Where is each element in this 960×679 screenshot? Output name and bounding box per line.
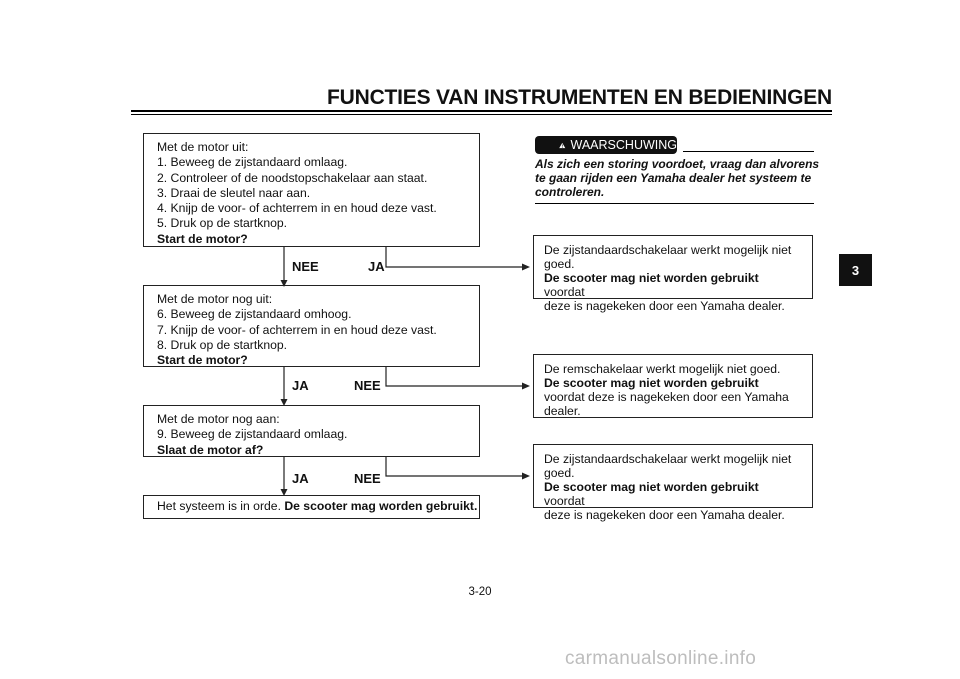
- step-line: 7. Knijp de voor- of achterrem in en houd deze vast.: [157, 322, 437, 337]
- branch-label-down: JA: [292, 378, 309, 393]
- step-line: 1. Beweeg de zijstandaard omlaag.: [157, 155, 348, 170]
- arrow-right-icon: [522, 264, 530, 271]
- result-line: De zijstandaardschakelaar werkt mogelijk niet: [544, 243, 792, 257]
- step-line: 9. Beweeg de zijstandaard omlaag.: [157, 427, 348, 442]
- step-line: 5. Druk op de startknop.: [157, 216, 288, 231]
- branch-label-side: JA: [368, 259, 385, 274]
- branch-label-down: NEE: [292, 259, 319, 274]
- warning-rule: [683, 151, 814, 152]
- result-line: voordat: [544, 285, 585, 299]
- result-line: deze is nagekeken door een Yamaha dealer.: [544, 299, 785, 313]
- result-line: voordat: [544, 494, 585, 508]
- branch-label-side: NEE: [354, 471, 381, 486]
- result-bold: De scooter mag niet worden gebruikt: [544, 271, 759, 285]
- step-question: Start de motor?: [157, 231, 248, 246]
- result-line: goed.: [544, 466, 575, 480]
- arrow-right-icon: [522, 473, 530, 480]
- step-line: 3. Draai de sleutel naar aan.: [157, 185, 311, 200]
- flow-step-2: [143, 285, 480, 367]
- result-bold: De scooter mag niet worden gebruikt: [544, 376, 759, 390]
- step-line: 2. Controleer of de noodstopschakelaar aan staat.: [157, 170, 428, 185]
- step-line: 8. Druk op de startknop.: [157, 337, 288, 352]
- final-text-bold: De scooter mag worden gebruikt.: [284, 499, 478, 513]
- result-box-1: [533, 235, 813, 313]
- result-line: voordat deze is nagekeken door een Yamaha: [544, 390, 789, 404]
- step-line: Met de motor uit:: [157, 140, 249, 154]
- flow-final: [143, 495, 480, 519]
- warning-bottom-rule: [535, 203, 814, 204]
- step-line: 4. Knijp de voor- of achterrem in en houd deze vast.: [157, 201, 437, 216]
- result-line: deze is nagekeken door een Yamaha dealer.: [544, 508, 785, 522]
- page-number: 3-20: [468, 586, 492, 598]
- warning-badge: [535, 136, 677, 154]
- result-line: De remschakelaar werkt mogelijk niet goed.: [544, 362, 781, 376]
- step-line: Met de motor nog aan:: [157, 412, 280, 426]
- branch-label-down: JA: [292, 471, 309, 486]
- arrow-right-icon: [522, 383, 530, 390]
- flow-step-1: [143, 133, 480, 247]
- final-text: Het systeem is in orde.: [157, 499, 285, 513]
- result-line: goed.: [544, 257, 575, 271]
- branch-label-side: NEE: [354, 378, 381, 393]
- result-line: De zijstandaardschakelaar werkt mogelijk niet: [544, 452, 792, 466]
- warning-label: WAARSCHUWING: [570, 138, 677, 152]
- flow-step-3: [143, 405, 480, 457]
- result-box-3: [533, 444, 813, 522]
- step-question: Start de motor?: [157, 353, 248, 368]
- result-box-2: [533, 354, 813, 418]
- step-line: 6. Beweeg de zijstandaard omhoog.: [157, 307, 352, 322]
- page-title: FUNCTIES VAN INSTRUMENTEN EN BEDIENINGEN: [327, 86, 832, 109]
- step-question: Slaat de motor af?: [157, 442, 264, 457]
- result-bold: De scooter mag niet worden gebruikt: [544, 480, 759, 494]
- result-line: dealer.: [544, 404, 581, 418]
- chapter-tab[interactable]: 3: [839, 254, 872, 286]
- watermark: carmanualsonline.info: [565, 648, 757, 669]
- warning-text: Als zich een storing voordoet, vraag dan alvorens te gaan rijden een Yamaha dealer het systeem te controleren.: [535, 157, 820, 199]
- step-line: Met de motor nog uit:: [157, 292, 273, 306]
- warning-icon: [559, 139, 566, 152]
